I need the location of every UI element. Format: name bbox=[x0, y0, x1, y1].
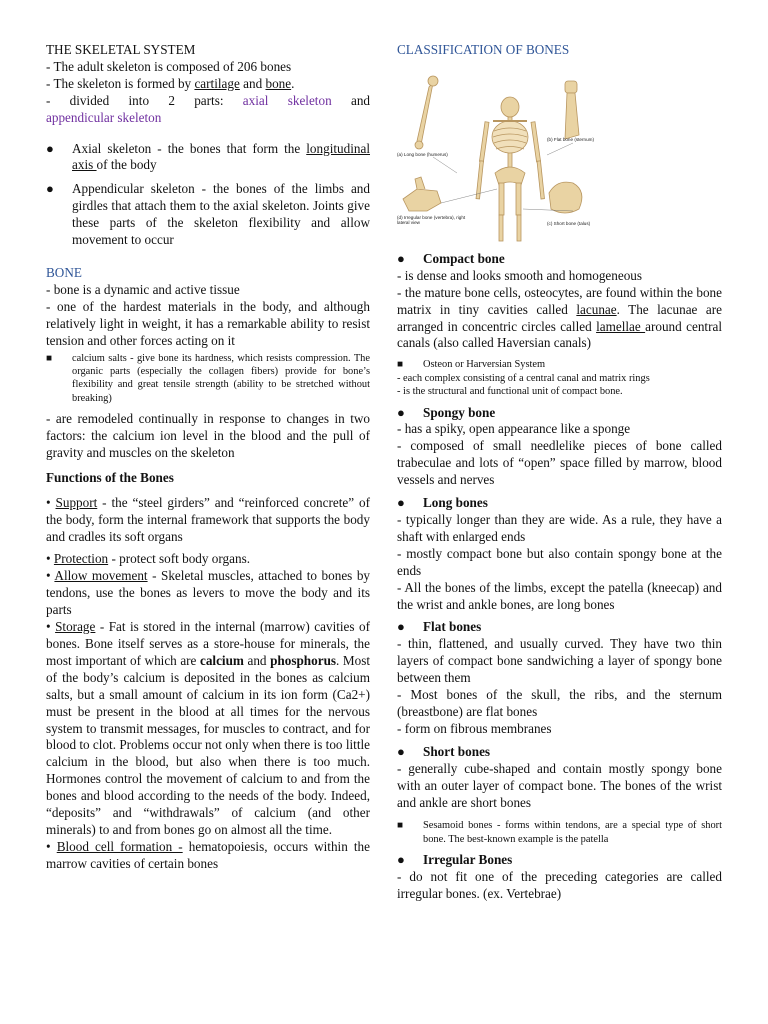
intro-line-4: appendicular skeleton bbox=[46, 109, 162, 125]
caption-long-bone: (a) Long bone (humerus) bbox=[397, 151, 448, 157]
flat-line-2: - Most bones of the skull, the ribs, and the sternum (breastbone) are flat bones bbox=[397, 687, 722, 719]
long-line-1: - typically longer than they are wide. As a rule, they have a shaft with enlarged ends bbox=[397, 512, 722, 544]
black-circle-icon: ● bbox=[397, 250, 405, 266]
compact-heading: ● Compact bone bbox=[397, 250, 505, 266]
black-circle-icon: ● bbox=[397, 404, 405, 420]
sesamoid-note: ■ Sesamoid bones - forms within tendons, are a special type of short bone. The best-known example is the patella bbox=[397, 820, 722, 845]
spongy-line-2: - composed of small needlelike pieces of bone called trabeculae and lots of “open” space filled by marrow, blood vessels and nerves bbox=[397, 438, 722, 488]
intro-line-1: - The adult skeleton is composed of 206 bones bbox=[46, 58, 292, 74]
black-square-icon: ■ bbox=[397, 820, 404, 832]
compact-line-2: - the mature bone cells, osteocytes, are found within the bone matrix in tiny cavities called lacunae. The lacunae are arranged in concentric circles called lamellae around central canals (also called Haversian canals) bbox=[397, 284, 722, 351]
flat-line-3: - form on fibrous membranes bbox=[397, 720, 552, 736]
bone-line-2: - one of the hardest materials in the body, and although relatively light in weight, it has a remarkable ability to resist tension and other forces acting on it bbox=[46, 298, 370, 348]
section-title: THE SKELETAL SYSTEM bbox=[46, 42, 196, 57]
black-circle-icon: ● bbox=[397, 852, 405, 868]
black-square-icon: ■ bbox=[46, 352, 53, 364]
remodel-paragraph: - are remodeled continually in response to changes in two factors: the calcium ion level in the blood and the pull of gravity and muscles on the skeleton bbox=[46, 411, 370, 460]
functions-heading: Functions of the Bones bbox=[46, 469, 174, 485]
flat-heading: ● Flat bones bbox=[397, 619, 482, 635]
osteon-line-1: - each complex consisting of a central canal and matrix rings bbox=[397, 372, 650, 384]
short-heading: ● Short bones bbox=[397, 743, 491, 759]
irregular-line-1: - do not fit one of the preceding categories are called irregular bones. (ex. Vertebrae) bbox=[397, 869, 722, 902]
black-circle-icon: ● bbox=[397, 619, 405, 635]
long-heading: ● Long bones bbox=[397, 495, 488, 511]
long-line-3: - All the bones of the limbs, except the patella (kneecap) and the wrist and ankle bones, are long bones bbox=[397, 579, 722, 612]
bone-heading: BONE bbox=[46, 264, 82, 280]
blood-cell-item: • Blood cell formation - hematopoiesis, occurs within the marrow cavities of certain bones bbox=[46, 838, 371, 871]
bone-classification-figure bbox=[397, 61, 647, 247]
bone-line-1: - bone is a dynamic and active tissue bbox=[46, 281, 240, 297]
calcium-note: ■ calcium salts - give bone its hardness, which resists compression. The organic parts (especially the collagen fibers) provide for bone’s flexibility and great tensile strength (ability to be stretched without breaking) bbox=[46, 352, 370, 404]
caption-flat-bone: (b) Flat bone (sternum) bbox=[547, 136, 594, 142]
black-circle-icon: ● bbox=[397, 495, 405, 511]
osteon-note: ■ Osteon or Harversian System bbox=[397, 359, 546, 371]
caption-irregular-bone: (d) Irregular bone (vertebra), right lateral view bbox=[397, 214, 466, 226]
classification-heading: CLASSIFICATION OF BONES bbox=[397, 42, 570, 57]
black-square-icon: ■ bbox=[397, 359, 404, 371]
support-item: • Support - the “steel girders” and “reinforced concrete” of the body, form the internal framework that supports the body and cradles its soft organs bbox=[46, 494, 370, 544]
left-column bbox=[46, 42, 370, 873]
movement-item: • Allow movement - Skeletal muscles, attached to bones by tendons, use the bones as levers to move the body and its parts bbox=[46, 568, 371, 618]
irregular-heading: ● Irregular Bones bbox=[397, 852, 513, 868]
appendicular-bullet: ● Appendicular skeleton - the bones of the limbs and girdles that attach them to the axial skeleton. Joints give these parts of the skeleton flexibility and allow movement to occur bbox=[46, 181, 370, 248]
osteon-line-2: - is the structural and functional unit of compact bone. bbox=[397, 386, 623, 398]
intro-line-2: - The skeleton is formed by cartilage and bone. bbox=[46, 75, 295, 91]
intro-line-3: - divided into 2 parts: axial skeleton and bbox=[46, 92, 371, 108]
axial-bullet: ● Axial skeleton - the bones that form the longitudinal axis of the body bbox=[46, 140, 370, 173]
protection-item: • Protection - protect soft body organs. bbox=[46, 551, 251, 567]
storage-item: • Storage - Fat is stored in the internal (marrow) cavities of bones. Bone itself serves as a store-house for minerals, the most important of which are calcium and phosphorus. Most of the body’s calcium is deposited in the bones as calcium salts, but a small amount of calcium in its ion form (Ca2+) must be present in the blood at all times for the nervous system to transmit messages, for muscles to contract, and for blood to clot. Problems occur not only when there is too little calcium in the blood, but also when there is too much. Hormones control the movement of calcium to and from the bones and blood according to the needs of the body. Indeed, “deposits” and “withdrawals” of calcium (and other minerals) to and from bones go on almost all the time. bbox=[46, 619, 371, 837]
spongy-line-1: - has a spiky, open appearance like a sponge bbox=[397, 421, 631, 437]
long-line-2: - mostly compact bone but also contain spongy bone at the ends bbox=[397, 545, 722, 578]
flat-line-1: - thin, flattened, and usually curved. They have two thin layers of compact bone sandwiching a layer of spongy bone between them bbox=[397, 636, 722, 686]
black-circle-icon: ● bbox=[397, 743, 405, 759]
black-circle-icon: ● bbox=[46, 181, 54, 197]
compact-line-1: - is dense and looks smooth and homogeneous bbox=[397, 267, 643, 283]
spongy-heading: ● Spongy bone bbox=[397, 404, 496, 420]
caption-short-bone: (c) Short bone (talus) bbox=[547, 220, 591, 226]
right-column bbox=[397, 42, 722, 903]
black-circle-icon: ● bbox=[46, 140, 54, 156]
short-line-1: - generally cube-shaped and contain mostly spongy bone with an outer layer of compact bone. The bones of the wrist and ankle are short bones bbox=[397, 760, 722, 810]
